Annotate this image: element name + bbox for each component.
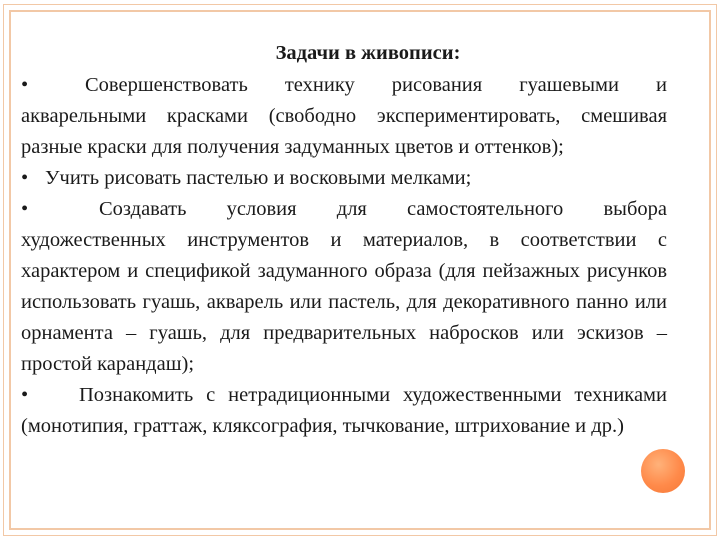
bullet-item-1 [21, 70, 667, 163]
bullet-marker: • [21, 74, 29, 96]
bullet-item-3 [21, 194, 667, 380]
bullet-text: Создавать условия для самостоятельного выбора художественных инструментов и материалов, в соответствии с характером и спецификой задуманного образа (для пейзажных рисунков использовать гуашь, акварель или пастель, для декоративного панно или орнамента – гуашь, для предварительных набросков или эскизов –простой карандаш); [21, 198, 667, 375]
bullet-text: Совершенствовать технику рисования гуашевыми и акварельными красками (свободно экспериментировать, смешивая разные краски для получения задуманных цветов и оттенков); [21, 74, 667, 158]
bullet-item-2 [21, 163, 667, 194]
slide-title: Задачи в живописи: [275, 42, 461, 64]
bullet-marker: • [21, 167, 29, 189]
slide-content [21, 38, 667, 442]
bullet-item-4 [21, 380, 667, 442]
decorative-circle-icon [641, 449, 685, 493]
bullet-text: Учить рисовать пастелью и восковыми мелками; [45, 167, 472, 189]
bullet-marker: • [21, 384, 29, 406]
bullet-text: Познакомить с нетрадиционными художественными техниками (монотипия, граттаж, кляксография, тычкование, штрихование и др.) [21, 384, 667, 437]
bullet-marker: • [21, 198, 29, 220]
